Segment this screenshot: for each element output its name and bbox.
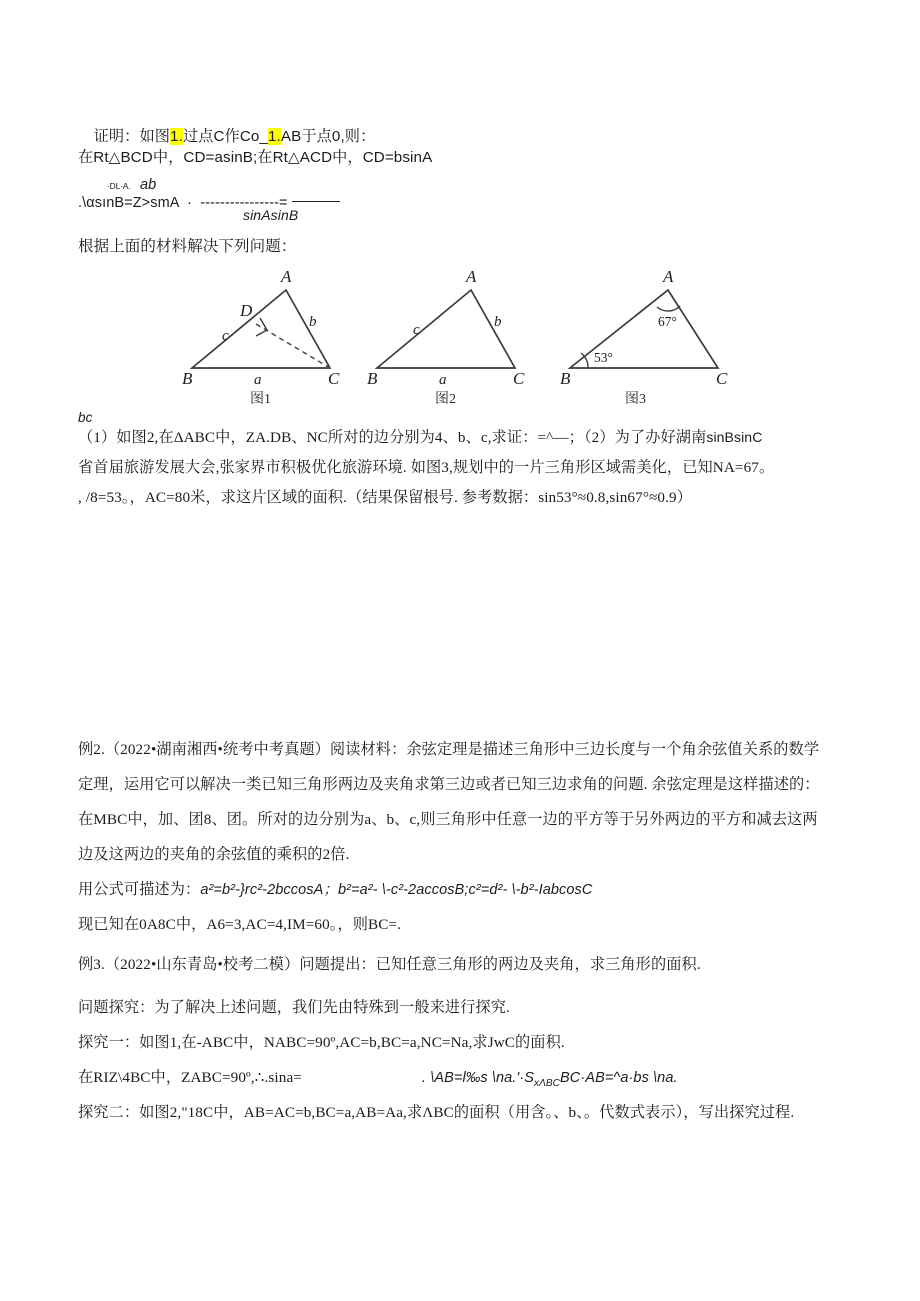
fig1-label-D: D (240, 301, 253, 320)
fig3-label-C: C (716, 369, 728, 388)
example2-line-3: 在MBC中，加、团8、团。所对的边分别为a、b、c,则三角形中任意一边的平方等于另外两边的平方和减去这两 (78, 811, 818, 828)
figure-3-svg (548, 267, 728, 388)
question1-line-1-text: （1）如图2,在ΔABC中，ZA.DB、NC所对的边分别为4、b、c,求证：=^—；（2）为了办好湖南 (78, 429, 707, 446)
proof-line-1-highlight-2: 1. (268, 128, 281, 145)
figure-2-svg (363, 268, 528, 386)
proof-line-1-part-b: 过点C作Co_ (182, 128, 268, 145)
example2-formula-line (78, 880, 592, 899)
fig1-label-a: a (254, 372, 262, 388)
proof-line-3-main: .\αsınB=Z>smA · ----------------= (78, 195, 288, 211)
question1-line-1-frac-den: sinBsinC (706, 429, 763, 445)
example3-line-5: 探究二：如图2,"18C中，AB=AC=b,BC=a,AB=Aa,求ΛBC的面积（用含。、b、。代数式表示），写出探究过程. (78, 1104, 795, 1121)
example2-formula: a²=b²-}rc²-2bccosA；b²=a²- \-c²-2accosB;c²=d²- \-b²-IabcosC (200, 882, 593, 898)
example3-line-4-part-c: BC·AB=^a·bs \na. (560, 1070, 678, 1086)
proof-line-3-denominator: sinAsinB (243, 207, 299, 223)
example3-line-4 (78, 1068, 678, 1091)
figure-3 (548, 267, 728, 388)
example2-line-4: 边及这两边的夹角的余弦值的乘积的2倍. (78, 846, 350, 863)
fig1-label-c: c (222, 328, 229, 344)
figure-2 (363, 268, 528, 386)
fig3-label-B: B (560, 369, 571, 388)
fraction-bar (292, 201, 340, 202)
fig3-angle-A-value: 67° (658, 314, 677, 329)
question1-line-3: , /8=53。，AC=80米，求这片区域的面积.（结果保留根号. 参考数据：sin53°≈0.8,sin67°≈0.9） (78, 489, 692, 506)
proof-line-3-numerator: ab (140, 177, 157, 193)
example2-formula-label: 用公式可描述为： (78, 881, 201, 898)
example3-line-4-part-a: 在RIZ\4BC中，ZABC=90º,∴.sina= (78, 1069, 302, 1086)
example3-line-4-part-b: . \AB=l‰s \na.'·S (421, 1070, 535, 1086)
fig1-label-B: B (182, 369, 193, 388)
example3-line-2: 问题探究：为了解决上述问题，我们先由特殊到一般来进行探究. (78, 999, 510, 1016)
example3-line-4-subscript: xΛBC (534, 1078, 561, 1090)
example3-line-3: 探究一：如图1,在-ABC中，NABC=90º,AC=b,BC=a,NC=Na,求JwC的面积. (78, 1034, 565, 1051)
fig2-label-B: B (367, 369, 378, 388)
proof-line-2: 在Rt△BCD中，CD=asinB;在Rt△ACD中，CD=bsinA (78, 149, 433, 166)
proof-line-3-artifact: ·DL·A. (107, 181, 131, 191)
fig2-label-c: c (413, 322, 420, 338)
question1-line-2: 省首届旅游发展大会,张家界市积极优化旅游环境. 如图3,规划中的一片三角形区域需美化，已知NA=67。 (78, 459, 775, 476)
fig3-angle-arc-A (657, 306, 680, 311)
fig1-right-angle-mark (256, 318, 267, 336)
example2-given-line: 现已知在0A8C中，A6=3,AC=4,IM=60。，则BC=. (78, 916, 402, 933)
question1-line-1 (78, 428, 762, 447)
fig2-label-C: C (513, 369, 525, 388)
fig1-label-C: C (328, 369, 340, 388)
example3-line-1: 例3.（2022•山东青岛•校考二模）问题提出：已知任意三角形的两边及夹角，求三角形的面积. (78, 956, 701, 973)
fig3-triangle-path (570, 290, 718, 368)
figure-1-svg (178, 268, 343, 386)
fig3-angle-B-value: 53° (594, 350, 613, 365)
fig1-label-b: b (309, 314, 317, 330)
instruction-line: 根据上面的材料解决下列问题： (78, 238, 297, 255)
fig2-label-A: A (466, 267, 477, 286)
proof-line-1-part-c: AB于点0,则： (280, 128, 376, 145)
figure-3-caption: 图3 (625, 392, 646, 407)
figure-1-caption: 图1 (250, 392, 271, 407)
example2-line-1: 例2.（2022•湖南湘西•统考中考真题）阅读材料：余弦定理是描述三角形中三边长度与一个角余弦值关系的数学 (78, 741, 820, 758)
fig1-label-A: A (281, 267, 292, 286)
example2-line-2: 定理，运用它可以解决一类已知三角形两边及夹角求第三边或者已知三边求角的问题. 余弦定理是这样描述的： (78, 776, 820, 793)
fig2-label-a: a (439, 372, 447, 388)
proof-line-1-part-a: 证明：如图 (93, 128, 171, 145)
figure-1 (178, 268, 343, 386)
fig3-label-A: A (663, 267, 674, 286)
figure-2-caption: 图2 (435, 392, 456, 407)
question1-bc-artifact: bc (78, 410, 93, 425)
fig2-label-b: b (494, 314, 502, 330)
proof-line-1-highlight-1: 1. (170, 128, 183, 145)
